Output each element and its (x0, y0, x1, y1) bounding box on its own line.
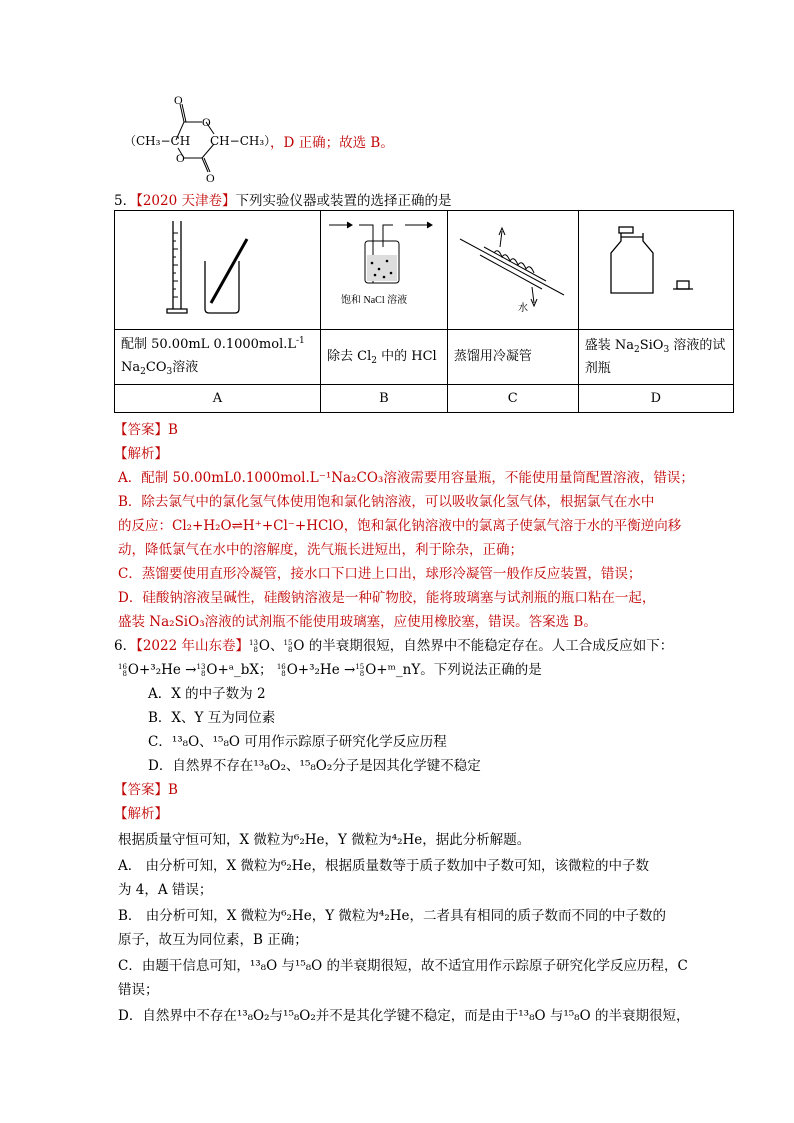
top-conclusion: ，D 正确；故选 B。 (270, 135, 394, 151)
structure-left: （CH₃−CH (124, 134, 191, 148)
q5-analysis-line-6: D．硅酸钠溶液呈碱性，硅酸钠溶液是一种矿物胶，能将玻璃塞与试剂瓶的瓶口粘在一起， (118, 590, 656, 606)
nacl-label: 饱和 NaCl 溶液 (340, 295, 408, 306)
label-a: A (115, 385, 321, 413)
q5-answer: 【答案】B (114, 422, 178, 438)
cell-b-text: 除去 $Cl_2$ 中的 HCl (320, 330, 447, 385)
q6-analysis-line-4: B． 由分析可知，X 微粒为⁶₂He，Y 微粒为⁴₂He，二者具有相同的质子数而不同的中子数的 (118, 908, 666, 924)
q5-stem: 下列实验仪器或装置的选择正确的是 (235, 193, 452, 209)
q6-equations: 16 8 O+³₂He → 13 8 O+ᵃ_bX； 16 8 O+³₂He → 15 8 O+ᵐ_nY。下列说法正确的是 (118, 662, 542, 678)
o-atom-top: O (174, 93, 183, 107)
q6-analysis-line-8: D．自然界中不存在¹³₈O₂与¹⁵₈O₂并不是其化学键不稳定，而是由于¹³₈O 与¹⁵₈O 的半衰期很短， (118, 1008, 690, 1024)
cell-d-figure (578, 211, 733, 330)
q6-analysis-line-1: 根据质量守恒可知，X 微粒为⁶₂He，Y 微粒为⁴₂He，据此分析解题。 (118, 832, 531, 848)
q6-heading: 6．【2022 年山东卷】 13 8 O、 15 8 O 的半衰期很短，自然界中不能稳定存在。人工合成反应如下： (114, 638, 674, 654)
cell-c-text: 蒸馏用冷凝管 (447, 330, 578, 385)
q6-option-b: B．X、Y 互为同位素 (148, 710, 276, 726)
apparatus-table (114, 210, 734, 413)
q6-analysis-line-6: C．由题干信息可知，¹³₈O 与¹⁵₈O 的半衰期很短，故不适宜用作示踪原子研究化学反应历程，C (118, 958, 688, 974)
q5-analysis-line-4: 动，降低氯气在水中的溶解度，洗气瓶长进短出，利于除杂，正确； (118, 542, 523, 558)
label-b: B (320, 385, 447, 413)
q5-source: 【2020 天津卷】 (136, 193, 236, 209)
q5-analysis-line-7: 盛装 Na₂SiO₃溶液的试剂瓶不能使用玻璃塞，应使用橡胶塞，错误。答案选 B。 (118, 614, 597, 630)
condenser-figure (454, 213, 570, 323)
q6-source: 【2022 年山东卷】 (136, 638, 249, 654)
q5-analysis-line-1: A．配制 50.00mL0.1000mol.L⁻¹Na₂CO₃溶液需要用容量瓶，不能使用量筒配置溶液，错误； (118, 470, 694, 486)
structure-right: CH−CH₃） (210, 134, 277, 148)
q5-analysis-tag: 【解析】 (114, 446, 168, 462)
q6-analysis-line-7: 错误； (118, 982, 159, 998)
q6-analysis-tag: 【解析】 (114, 806, 168, 822)
reagent-bottle-figure (585, 213, 725, 323)
q6-option-d: D．自然界不存在¹³₈O₂、¹⁵₈O₂分子是因其化学键不稳定 (148, 758, 481, 774)
graduated-cylinder-beaker-figure (121, 213, 301, 323)
o-atom-ring: O (202, 115, 211, 129)
q5-analysis-line-5: C．蒸馏要使用直形冷凝管，接水口下口进上口出，球形冷凝管一般作反应装置，错误； (118, 566, 642, 582)
water-label: 水 (517, 303, 528, 314)
q6-analysis-line-2: A． 由分析可知，X 微粒为⁶₂He，根据质量数等于质子数加中子数可知，该微粒的中子数 (118, 858, 650, 874)
cell-c-figure (447, 211, 578, 330)
gas-washing-bottle-figure (327, 213, 439, 323)
q6-analysis-line-3: 为 4，A 错误； (118, 882, 213, 898)
o-atom-ring2: O (176, 151, 185, 165)
o-atom-bottom: O (206, 171, 215, 182)
q5-analysis-line-2: B．除去氯气中的氯化氢气体使用饱和氯化钠溶液，可以吸收氯化氢气体，根据氯气在水中 (118, 494, 655, 510)
q5-heading (114, 189, 452, 209)
q5-analysis-line-3: 的反应：Cl₂+H₂O⇌H⁺+Cl⁻+HClO，饱和氯化钠溶液中的氯离子使氯气溶于水的平衡逆向移 (118, 518, 682, 534)
cell-a-figure (115, 211, 321, 330)
cell-a-text: 配制 50.00mL $0.1000mol.L^{-1}$ $Na_2CO_3$溶液 (115, 330, 321, 385)
label-d: D (578, 385, 733, 413)
q6-option-c: C．¹³₈O、¹⁵₈O 可用作示踪原子研究化学反应历程 (148, 734, 447, 750)
q6-answer: 【答案】B (114, 782, 178, 798)
label-c: C (447, 385, 578, 413)
q5-number: 5． (114, 193, 137, 209)
q6-analysis-line-5: 原子，故互为同位素，B 正确； (118, 932, 308, 948)
q6-option-a: A．X 的中子数为 2 (148, 686, 266, 702)
cell-d-text: 盛装 $Na_2SiO_3$ 溶液的试剂瓶 (578, 330, 733, 385)
cell-b-figure (320, 211, 447, 330)
